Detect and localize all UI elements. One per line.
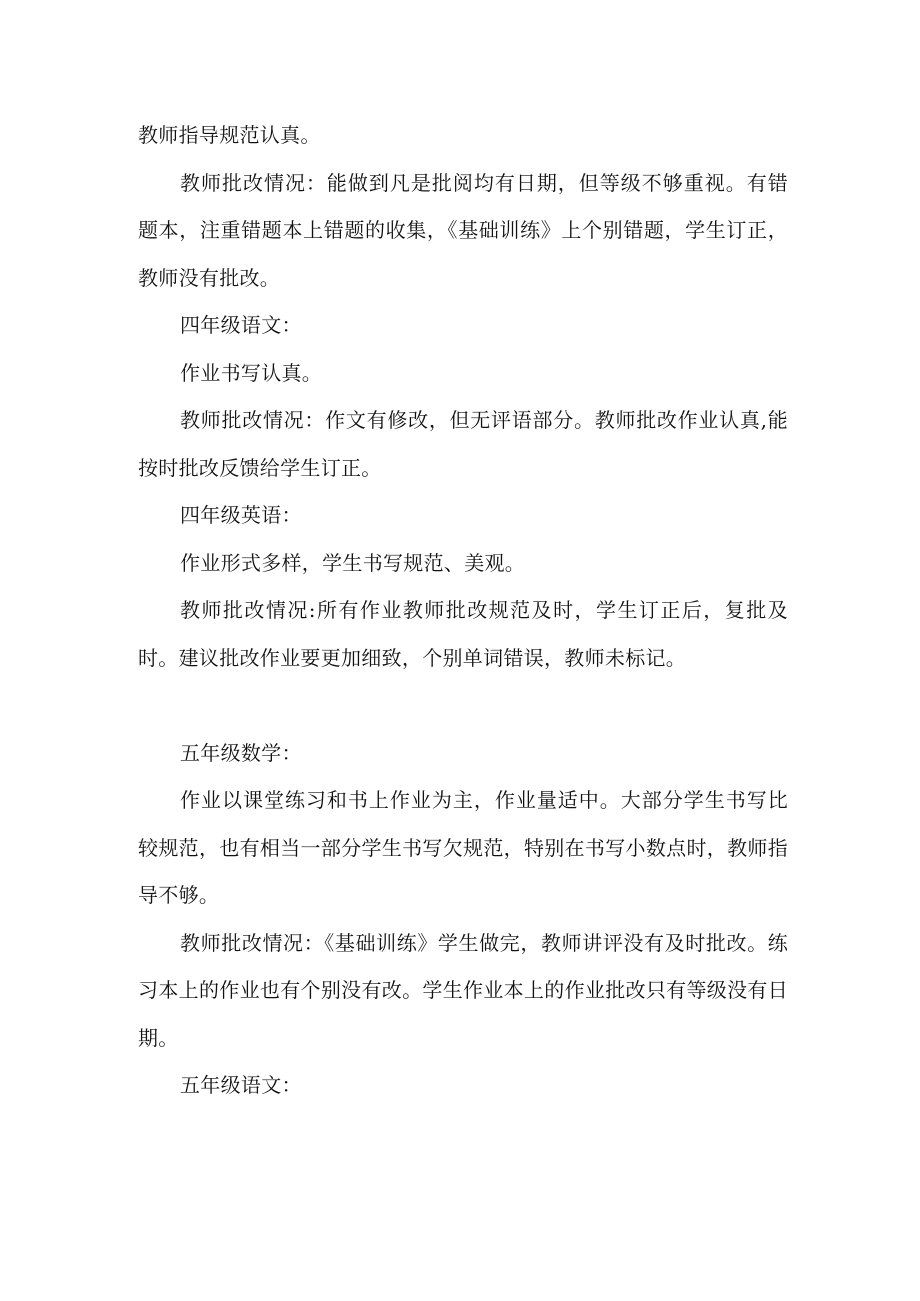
- paragraph-grade3-grading: 教师批改情况：能做到凡是批阅均有日期，但等级不够重视。有错题本，注重错题本上错题的收集，《基础训练》上个别错题，学生订正，教师没有批改。: [138, 170, 788, 290]
- paragraph-grade4-english-grading: 教师批改情况:所有作业教师批改规范及时，学生订正后，复批及时。建议批改作业要更加细致，个别单词错误，教师未标记。: [138, 598, 788, 670]
- heading-grade4-chinese: 四年级语文：: [180, 313, 302, 337]
- paragraph-continuation: 教师指导规范认真。: [138, 123, 321, 147]
- heading-grade4-english: 四年级英语：: [180, 503, 302, 527]
- paragraph-grade5-math-homework: 作业以课堂练习和书上作业为主，作业量适中。大部分学生书写比较规范，也有相当一部分学生书写欠规范，特别在书写小数点时，教师指导不够。: [138, 788, 788, 907]
- paragraph-grade4-chinese-homework: 作业书写认真。: [180, 360, 323, 385]
- paragraph-grade4-english-homework: 作业形式多样，学生书写规范、美观。: [180, 550, 526, 575]
- document-page: [138, 112, 788, 1110]
- blank-line: [138, 682, 788, 730]
- heading-grade5-math: 五年级数学：: [180, 740, 302, 765]
- heading-grade5-chinese: 五年级语文：: [180, 1073, 302, 1097]
- paragraph-grade5-math-grading: 教师批改情况：《基础训练》学生做完，教师讲评没有及时批改。练习本上的作业也有个别没有改。学生作业本上的作业批改只有等级没有日期。: [138, 930, 788, 1050]
- paragraph-grade4-chinese-grading: 教师批改情况：作文有修改，但无评语部分。教师批改作业认真,能按时批改反馈给学生订正。: [138, 408, 788, 480]
